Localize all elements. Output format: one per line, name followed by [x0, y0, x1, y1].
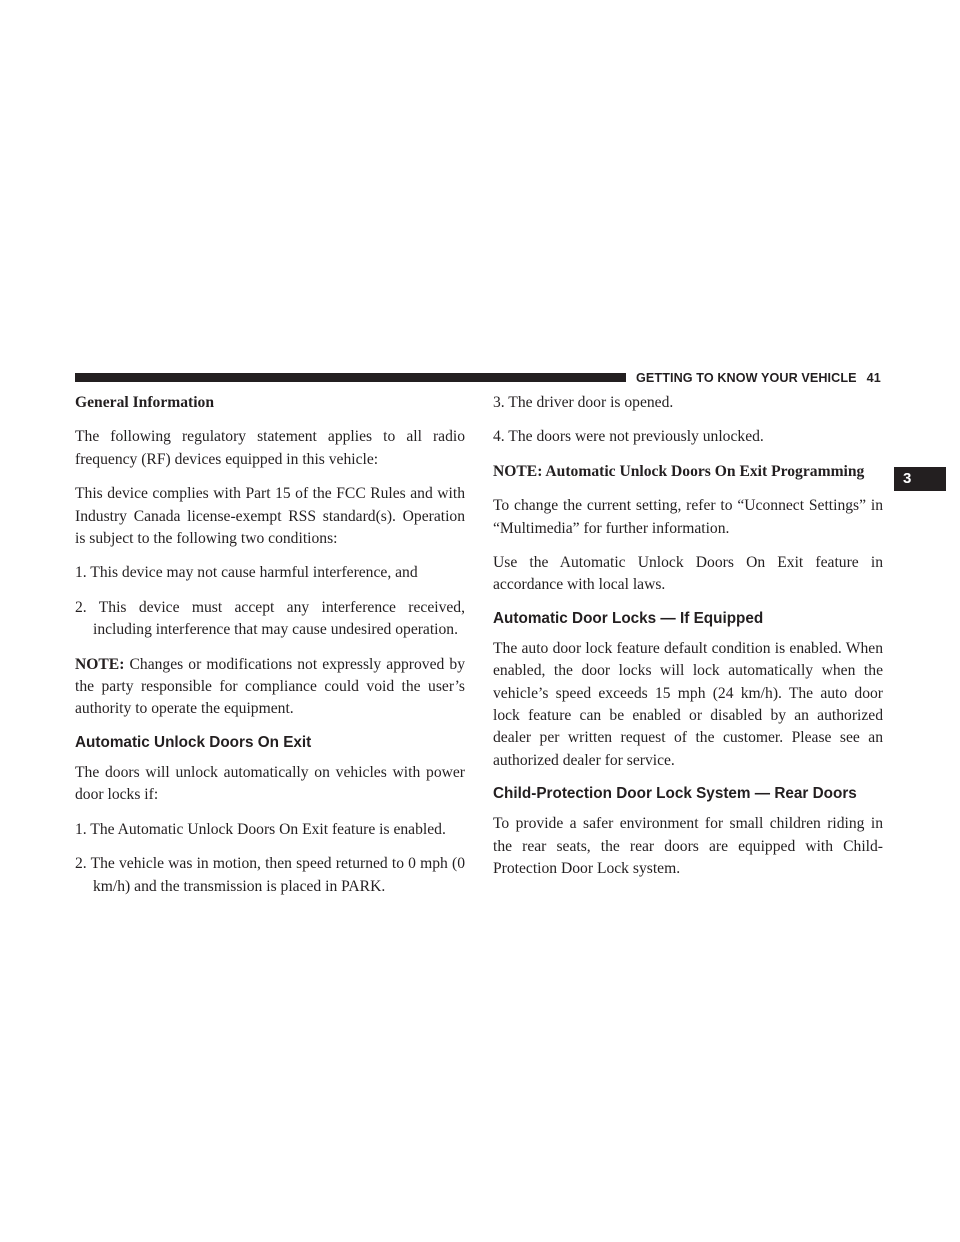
child-protection-paragraph: To provide a safer environment for small children riding in the rear seats, the rear doors are equipped with Child-Protection Door Lock system.	[493, 815, 883, 878]
header-rule	[75, 373, 626, 382]
list-item: 2. The vehicle was in motion, then speed returned to 0 mph (0 km/h) and the transmission is placed in PARK.	[75, 855, 465, 895]
programming-paragraph: To change the current setting, refer to “Uconnect Settings” in “Multimedia” for further information.	[493, 497, 883, 537]
regulatory-statement-paragraph: The following regulatory statement applies to all radio frequency (RF) devices equipped in this vehicle:	[75, 428, 465, 468]
list-item: 4. The doors were not previously unlocked.	[493, 428, 764, 446]
general-information-heading: General Information	[75, 394, 215, 411]
list-item: 3. The driver door is opened.	[493, 394, 674, 411]
note-paragraph	[75, 654, 465, 721]
conditions-list	[75, 562, 465, 641]
local-laws-paragraph: Use the Automatic Unlock Doors On Exit feature in accordance with local laws.	[493, 554, 883, 594]
list-item: 1. The Automatic Unlock Doors On Exit feature is enabled.	[75, 820, 446, 838]
chapter-tab[interactable]: 3	[894, 467, 946, 491]
auto-unlock-heading: Automatic Unlock Doors On Exit	[75, 733, 312, 751]
list-item: 1. This device may not cause harmful interference, and	[75, 564, 418, 582]
right-column	[493, 392, 883, 893]
unlock-conditions-list	[75, 819, 465, 898]
auto-door-locks-paragraph: The auto door lock feature default condition is enabled. When enabled, the door locks will lock automatically when the vehicle’s speed exceeds 15 mph (24 km/h). The auto door lock feature can be enabled or disabled by an authorized dealer per written request of the customer. Please see an authorized dealer for service.	[493, 639, 883, 769]
left-column	[75, 392, 465, 910]
auto-door-locks-heading: Automatic Door Locks — If Equipped	[493, 609, 764, 627]
note-label: NOTE:	[75, 655, 125, 673]
page-number: 41	[866, 371, 881, 385]
unlock-conditions-list-continued	[493, 392, 883, 449]
section-title: GETTING TO KNOW YOUR VEHICLE	[636, 371, 857, 385]
running-header	[636, 370, 882, 386]
list-item: 2. This device must accept any interference received, including interference that may cause undesired operation.	[75, 598, 465, 639]
auto-unlock-intro: The doors will unlock automatically on vehicles with power door locks if:	[75, 763, 465, 804]
child-protection-heading: Child-Protection Door Lock System — Rear Doors	[493, 785, 857, 803]
fcc-compliance-paragraph: This device complies with Part 15 of the FCC Rules and with Industry Canada license-exempt RSS standard(s). Operation is subject to the following two conditions:	[75, 485, 465, 548]
note-text: Changes or modifications not expressly approved by the party responsible for compliance could void the user’s authority to operate the equipment.	[75, 655, 465, 718]
programming-note-heading: NOTE: Automatic Unlock Doors On Exit Programming	[493, 462, 865, 480]
